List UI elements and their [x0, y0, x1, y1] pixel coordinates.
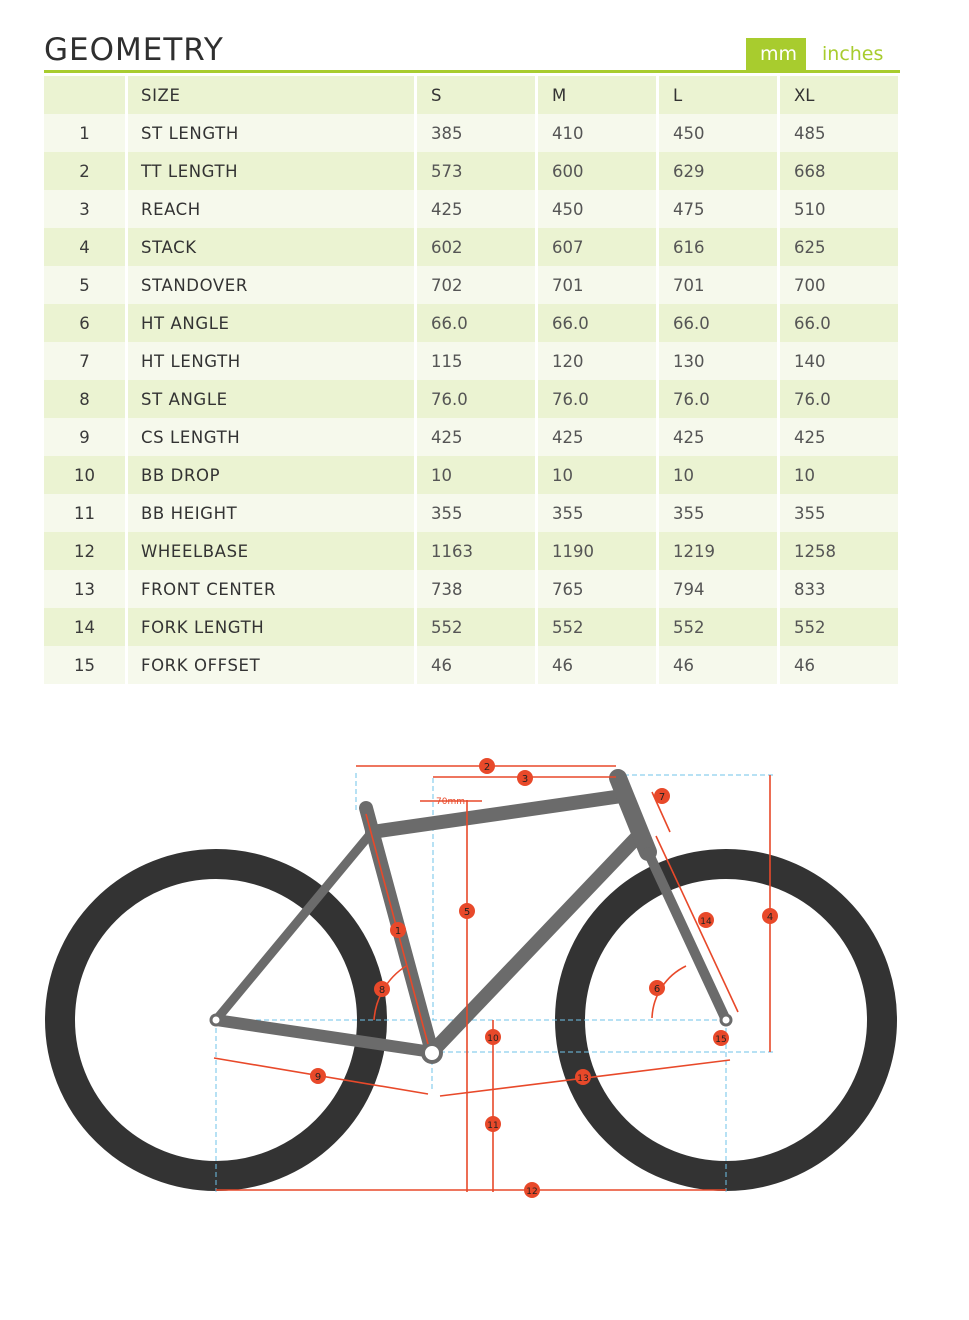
value-m: 76.0	[538, 380, 656, 418]
table-body	[44, 114, 898, 684]
table-row	[44, 418, 898, 456]
value-m: 66.0	[538, 304, 656, 342]
row-number: 7	[44, 342, 125, 380]
bike-geometry-diagram	[0, 740, 969, 1260]
row-number: 13	[44, 570, 125, 608]
row-number: 15	[44, 646, 125, 684]
value-xl: 510	[780, 190, 898, 228]
marker-10	[485, 1029, 501, 1045]
value-l: 76.0	[659, 380, 777, 418]
value-l: 450	[659, 114, 777, 152]
marker-13	[575, 1069, 591, 1085]
row-number: 10	[44, 456, 125, 494]
svg-text:9: 9	[314, 1072, 322, 1083]
value-m: 10	[538, 456, 656, 494]
value-s: 10	[417, 456, 535, 494]
value-m: 701	[538, 266, 656, 304]
marker-6	[649, 980, 665, 996]
value-l: 46	[659, 646, 777, 684]
value-s: 425	[417, 190, 535, 228]
marker-12	[524, 1182, 540, 1198]
svg-text:4: 4	[766, 912, 774, 923]
svg-text:8: 8	[378, 985, 386, 996]
geometry-table	[41, 76, 901, 684]
value-l: 425	[659, 418, 777, 456]
svg-text:7: 7	[658, 792, 666, 803]
value-l: 1219	[659, 532, 777, 570]
table-row	[44, 304, 898, 342]
header	[44, 30, 900, 74]
value-s: 115	[417, 342, 535, 380]
unit-inches-button[interactable]: inches	[822, 43, 884, 65]
value-s: 46	[417, 646, 535, 684]
value-s: 355	[417, 494, 535, 532]
svg-text:14: 14	[700, 917, 712, 927]
value-s: 425	[417, 418, 535, 456]
value-m: 425	[538, 418, 656, 456]
row-number: 11	[44, 494, 125, 532]
row-number: 2	[44, 152, 125, 190]
value-l: 701	[659, 266, 777, 304]
svg-text:6: 6	[653, 984, 661, 995]
table-row	[44, 646, 898, 684]
table-row	[44, 266, 898, 304]
value-s: 702	[417, 266, 535, 304]
row-label: ST ANGLE	[128, 380, 414, 418]
header-cell-l: L	[659, 76, 777, 114]
value-xl: 700	[780, 266, 898, 304]
header-cell-index	[44, 76, 125, 114]
marker-11	[485, 1116, 501, 1132]
value-m: 765	[538, 570, 656, 608]
value-l: 130	[659, 342, 777, 380]
row-number: 4	[44, 228, 125, 266]
value-m: 46	[538, 646, 656, 684]
value-xl: 668	[780, 152, 898, 190]
unit-mm-button[interactable]: mm	[746, 38, 806, 70]
value-l: 629	[659, 152, 777, 190]
value-s: 385	[417, 114, 535, 152]
title-divider	[44, 70, 900, 73]
marker-3	[517, 770, 533, 786]
value-l: 66.0	[659, 304, 777, 342]
table-row	[44, 608, 898, 646]
row-number: 3	[44, 190, 125, 228]
value-s: 76.0	[417, 380, 535, 418]
bike-frame	[211, 778, 731, 1062]
value-s: 738	[417, 570, 535, 608]
row-label: REACH	[128, 190, 414, 228]
marker-5	[459, 903, 475, 919]
offset-annotation: 70mm	[436, 797, 465, 807]
marker-1	[390, 922, 406, 938]
row-label: HT LENGTH	[128, 342, 414, 380]
row-number: 14	[44, 608, 125, 646]
value-xl: 485	[780, 114, 898, 152]
header-cell-m: M	[538, 76, 656, 114]
value-m: 120	[538, 342, 656, 380]
value-m: 1190	[538, 532, 656, 570]
value-xl: 66.0	[780, 304, 898, 342]
row-label: FORK LENGTH	[128, 608, 414, 646]
value-xl: 425	[780, 418, 898, 456]
marker-4	[762, 908, 778, 924]
value-s: 573	[417, 152, 535, 190]
value-xl: 46	[780, 646, 898, 684]
svg-text:2: 2	[483, 762, 491, 773]
value-xl: 833	[780, 570, 898, 608]
value-xl: 355	[780, 494, 898, 532]
value-xl: 552	[780, 608, 898, 646]
row-label: FORK OFFSET	[128, 646, 414, 684]
row-label: FRONT CENTER	[128, 570, 414, 608]
value-s: 1163	[417, 532, 535, 570]
row-label: BB DROP	[128, 456, 414, 494]
row-label: WHEELBASE	[128, 532, 414, 570]
value-xl: 1258	[780, 532, 898, 570]
header-cell-xl: XL	[780, 76, 898, 114]
table-row	[44, 190, 898, 228]
value-m: 600	[538, 152, 656, 190]
table-row	[44, 342, 898, 380]
value-xl: 10	[780, 456, 898, 494]
value-l: 10	[659, 456, 777, 494]
value-m: 552	[538, 608, 656, 646]
svg-text:12: 12	[526, 1187, 538, 1197]
svg-text:11: 11	[487, 1121, 499, 1131]
header-cell-size: SIZE	[128, 76, 414, 114]
svg-text:13: 13	[577, 1074, 589, 1084]
row-number: 5	[44, 266, 125, 304]
row-number: 12	[44, 532, 125, 570]
row-number: 8	[44, 380, 125, 418]
value-l: 552	[659, 608, 777, 646]
row-label: STACK	[128, 228, 414, 266]
value-l: 475	[659, 190, 777, 228]
value-s: 602	[417, 228, 535, 266]
marker-9	[310, 1068, 326, 1084]
table-row	[44, 152, 898, 190]
value-xl: 625	[780, 228, 898, 266]
row-label: STANDOVER	[128, 266, 414, 304]
row-label: CS LENGTH	[128, 418, 414, 456]
table-row	[44, 570, 898, 608]
value-xl: 76.0	[780, 380, 898, 418]
svg-text:5: 5	[463, 907, 471, 918]
svg-text:3: 3	[521, 774, 529, 785]
value-m: 355	[538, 494, 656, 532]
marker-15	[713, 1030, 729, 1046]
value-s: 552	[417, 608, 535, 646]
value-m: 607	[538, 228, 656, 266]
value-xl: 140	[780, 342, 898, 380]
page-title: GEOMETRY	[44, 32, 224, 68]
row-number: 1	[44, 114, 125, 152]
table-row	[44, 532, 898, 570]
marker-2	[479, 758, 495, 774]
value-l: 794	[659, 570, 777, 608]
row-label: HT ANGLE	[128, 304, 414, 342]
svg-text:10: 10	[487, 1034, 499, 1044]
table-row	[44, 456, 898, 494]
row-number: 9	[44, 418, 125, 456]
table-row	[44, 114, 898, 152]
value-m: 450	[538, 190, 656, 228]
table-row	[44, 228, 898, 266]
value-s: 66.0	[417, 304, 535, 342]
table-row	[44, 494, 898, 532]
marker-14	[698, 912, 714, 928]
table-header-row	[44, 76, 898, 114]
svg-text:15: 15	[715, 1035, 727, 1045]
svg-text:1: 1	[394, 926, 402, 937]
row-number: 6	[44, 304, 125, 342]
value-l: 355	[659, 494, 777, 532]
row-label: ST LENGTH	[128, 114, 414, 152]
value-l: 616	[659, 228, 777, 266]
row-label: TT LENGTH	[128, 152, 414, 190]
table-row	[44, 380, 898, 418]
value-m: 410	[538, 114, 656, 152]
header-cell-s: S	[417, 76, 535, 114]
marker-7	[654, 788, 670, 804]
marker-8	[374, 981, 390, 997]
row-label: BB HEIGHT	[128, 494, 414, 532]
